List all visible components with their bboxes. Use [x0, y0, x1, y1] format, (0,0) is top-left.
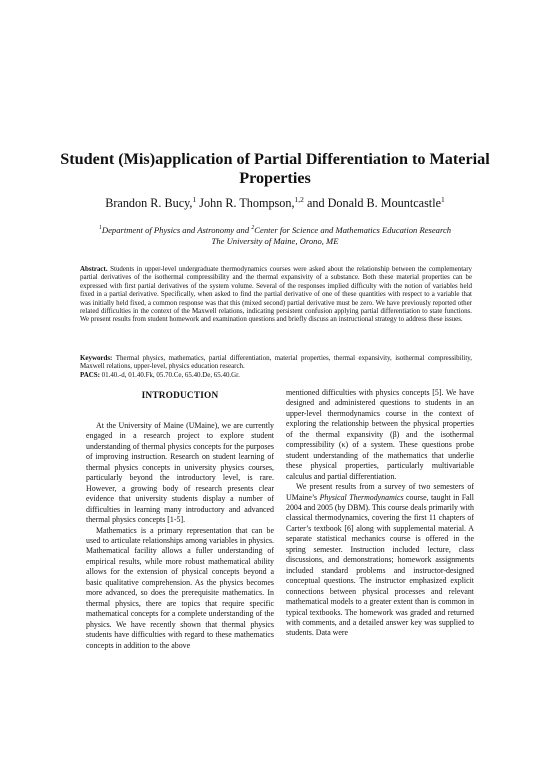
author-name: John R. Thompson, — [196, 196, 295, 210]
keywords-label: Keywords: — [80, 354, 113, 362]
abstract — [80, 265, 472, 324]
author-list — [40, 196, 510, 211]
author-name: and Donald B. Mountcastle — [303, 196, 441, 210]
author-affiliation-mark: 1,2 — [294, 194, 304, 204]
body-paragraph — [286, 482, 474, 639]
body-text: course, taught in Fall 2004 and 2005 (by DBM). This course deals primarily with classical thermodynamics, covering the first 11 chapters of Carter’s textbook [6] along with supplemental material. A separate statistical mechanics course is offered in the spring semester. Instruction included lecture, class discussions, and demonstrations; homework assignments included standard problems and instructor-designed conceptual questions. The instructor emphasized explicit connections between physical processes and relevant mathematical models to a greater extent than is common in typical textbooks. The homework was graded and returned with comments, and a detailed answer key was supplied to students. Data were — [286, 492, 474, 638]
affiliation-mark: 2 — [251, 225, 255, 232]
left-column — [86, 388, 274, 651]
affiliation-line-1 — [40, 225, 510, 236]
section-heading: INTRODUCTION — [141, 391, 219, 401]
author-affiliation-mark: 1 — [441, 194, 445, 204]
abstract-text: Students in upper-level undergraduate thermodynamics courses were asked about the relationship between the complementary partial derivatives of the isothermal compressibility and the thermal expansivity of a substance. Both these material properties can be expressed with first partial derivatives of the system volume. Several of the responses implied difficulty with the notion of variables held fixed in a partial derivative. Specifically, when asked to find the partial derivative of one of these quantities with respect to a variable that was initially held fixed, a common response was that this (mixed second) partial derivative must be zero. We have previously reported other related difficulties in the context of the Maxwell relations, indicating persistent confusion applying partial differentiation to state functions. We present results from student homework and examination questions and briefly discuss an instructional strategy to address these issues. — [80, 265, 472, 324]
author-affiliation-mark: 1 — [192, 194, 197, 204]
right-column — [286, 388, 474, 639]
keywords — [80, 354, 472, 371]
affiliation-center: Center for Science and Mathematics Education Research — [254, 225, 452, 235]
keywords-text: Thermal physics, mathematics, partial differentiation, material properties, thermal expansivity, isothermal compressibility, Maxwell relations, upper-level, physics education research. — [80, 354, 472, 371]
paper-title: Student (Mis)application of Partial Differentiation to Material Properties — [60, 150, 490, 187]
body-text: We present results from a survey of two semesters of UMaine’s — [286, 482, 474, 502]
pacs-label: PACS: — [80, 371, 100, 379]
affiliation-dept: Department of Physics and Astronomy and — [101, 225, 252, 235]
course-name: Physical Thermodynamics — [319, 492, 404, 502]
affiliation-mark: 1 — [98, 225, 102, 232]
body-paragraph: At the University of Maine (UMaine), we are currently engaged in a research project to explore student understanding of thermal physics concepts for the purposes of improving instruction. Research on student learning of thermal physics concepts in university physics courses, particularly beyond the introductory level, is rare. However, a growing body of research presents clear evidence that university students display a number of difficulties in learning many introductory and advanced thermal physics concepts [1-5]. — [86, 421, 274, 525]
affiliation-line-2: The University of Maine, Orono, ME — [211, 236, 339, 246]
abstract-label: Abstract. — [80, 265, 108, 273]
pacs — [80, 371, 472, 379]
body-paragraph: mentioned difficulties with physics concepts [5]. We have designed and administered questions to students in an upper-level thermodynamics course in the context of exploring the relationship between the physical properties of the thermal expansivity (β) and the isothermal compressibility (κ) of a system. These questions probe student understanding of the mathematics that underlie these physical properties, particularly multivariable calculus and partial differentiation. — [286, 388, 474, 481]
affiliations — [40, 225, 510, 247]
pacs-text: 01.40.-d, 01.40.Fk, 05.70.Ce, 65.40.De, 65.40.Gr. — [101, 371, 240, 379]
author-name: Brandon R. Bucy, — [105, 196, 193, 210]
body-paragraph: Mathematics is a primary representation that can be used to articulate relationships among variables in physics. Mathematical facility allows a fuller understanding of empirical results, while more robust mathematical ability allows for the extension of physical concepts beyond a basic qualitative comprehension. As the physics becomes more advanced, so does the prerequisite mathematics. In thermal physics, there are topics that require specific mathematical concepts for a complete understanding of the physics. We have recently shown that thermal physics students have difficulties with regard to these mathematics concepts in addition to the above — [86, 525, 274, 650]
